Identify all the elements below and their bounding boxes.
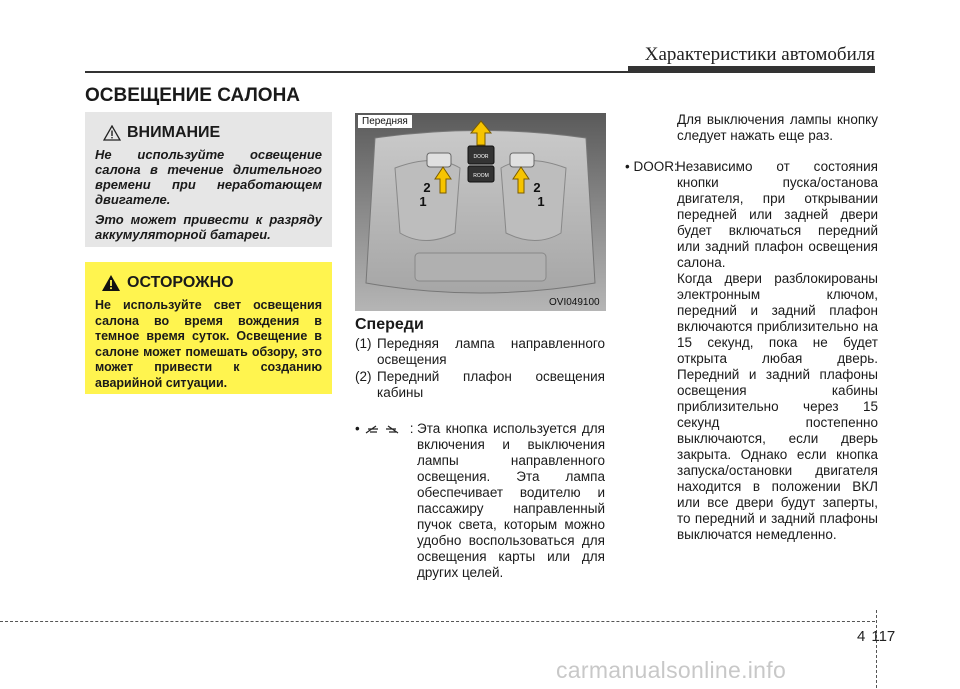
figure-code: OVI049100 — [549, 297, 600, 308]
sunglass-holder — [415, 253, 546, 281]
right-para-3-text: Когда двери разблокированы электронным ключом, передний и задний плафон включаются приблизительно на 15 секунд, пока не будет открыта любая дверь. Передний и задний плафоны освещения кабины приблизительно через 15 секунд постепенно выключаются, если дверь закрыта. Однако если кнопка запуска/остановки двигателя находится в положении ВКЛ или все двери будут заперты, то передний и задний плафоны выключатся немедленно. — [677, 271, 878, 542]
front-item-1-text: Передняя лампа направленного освещения — [377, 336, 605, 367]
footer-crop-mark — [876, 610, 877, 688]
door-text: Независимо от состояния кнопки пуска/останова двигателя, при открывании передней или задней двери будет включаться передний или задний плафон освещения салона. — [676, 159, 878, 270]
caution-heading — [101, 274, 322, 292]
callout-1-right: 1 — [537, 194, 545, 209]
header-rule — [85, 71, 875, 73]
warning-triangle-icon — [103, 125, 121, 141]
caution-triangle-icon — [101, 274, 121, 292]
room-button-label: ROOM — [473, 173, 489, 179]
section-title: ОСВЕЩЕНИЕ САЛОНА — [85, 85, 301, 106]
door-button-label: DOOR — [473, 154, 489, 160]
callout-2-left: 2 — [423, 180, 431, 195]
door-description — [625, 159, 878, 271]
warning-heading-text: ВНИМАНИЕ — [127, 124, 221, 141]
map-lamp-lead — [355, 421, 414, 437]
bullet-colon: : — [409, 421, 414, 436]
warning-heading — [103, 124, 322, 142]
footer-rule — [0, 621, 875, 622]
caution-heading-text: ОСТОРОЖНО — [127, 274, 234, 291]
front-item-1 — [355, 336, 605, 368]
front-item-2-num: (2) — [355, 369, 372, 384]
bullet-marker: • — [355, 421, 360, 436]
left-map-lamp-button — [427, 153, 451, 167]
callout-1-left: 1 — [419, 194, 427, 209]
front-item-1-num: (1) — [355, 336, 372, 351]
watermark: carmanualsonline.info — [556, 657, 787, 683]
map-lamp-icon — [364, 423, 404, 435]
front-item-2-text: Передний плафон освещения кабины — [377, 369, 605, 400]
chapter-number: 4 — [857, 628, 866, 645]
page-header-title: Характеристики автомобиля — [644, 44, 875, 65]
right-map-lamp-button — [510, 153, 534, 167]
page-index: 117 — [871, 628, 896, 645]
left-lens — [395, 161, 460, 241]
door-lead: • DOOR: — [625, 159, 678, 174]
front-item-2 — [355, 369, 605, 401]
map-lamp-description — [355, 421, 605, 581]
right-lens — [501, 161, 566, 241]
warning-box — [85, 112, 332, 247]
page-number — [857, 628, 895, 645]
warning-text-2: Это может привести к разряду аккумуляторной батареи. — [95, 212, 322, 242]
warning-text-1: Не используйте освещение салона в течение длительного времени при неработающем двигателе. — [95, 147, 322, 207]
right-para-1-text: Для выключения лампы кнопку следует нажать еще раз. — [677, 112, 878, 143]
caution-text: Не используйте свет освещения салона во время вождения в темное время суток. Освещение в салоне может помешать обзору, это может привести к созданию аварийной ситуации. — [95, 298, 322, 390]
right-para-3 — [625, 271, 878, 543]
callout-2-right: 2 — [533, 180, 541, 195]
caution-box — [85, 262, 332, 394]
map-lamp-text: Эта кнопка используется для включения и выключения лампы направленного освещения. Эта лампа обеспечивает водителю и пассажиру направленный пучок света, которым можно удобно воспользоваться для освещения карты или для других целей. — [417, 421, 605, 580]
front-title: Спереди — [355, 316, 424, 333]
right-para-1 — [625, 112, 878, 144]
figure-label: Передняя — [358, 115, 412, 128]
overhead-console-figure — [355, 113, 606, 311]
